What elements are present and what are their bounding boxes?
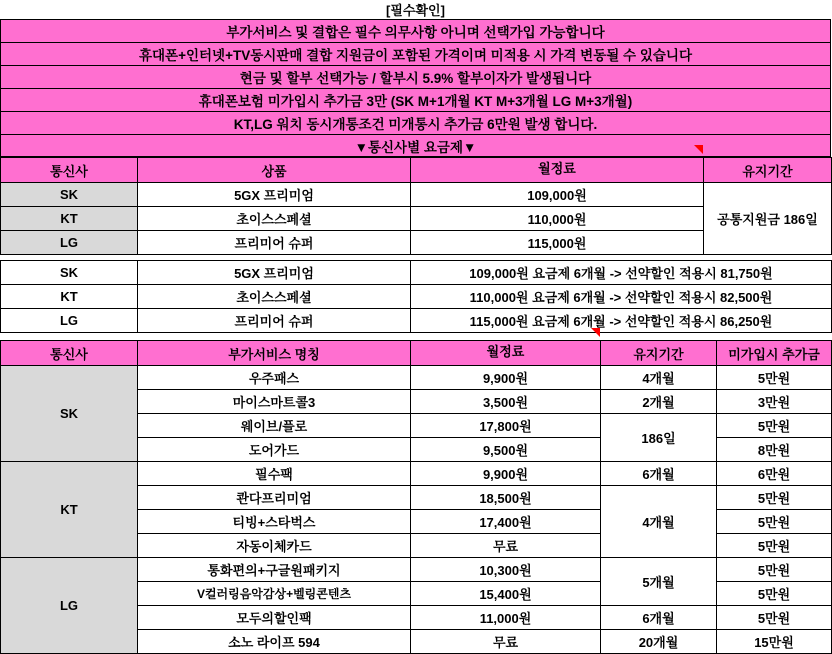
- notice-row: [1, 66, 831, 89]
- addon-fee: 무료: [411, 534, 601, 558]
- plan-fee-sk: 109,000원: [411, 183, 704, 207]
- discount-product-sk: 5GX 프리미엄: [138, 261, 411, 285]
- discount-detail-sk: 109,000원 요금제 6개월 -> 선약할인 적용시 81,750원: [411, 261, 832, 285]
- notice-title: [필수확인]: [1, 0, 831, 20]
- addon-header-name: 부가서비스 명칭: [138, 341, 411, 366]
- addon-fee: 9,500원: [411, 438, 601, 462]
- discount-product-lg: 프리미어 슈퍼: [138, 309, 411, 333]
- addon-name: 자동이체카드: [138, 534, 411, 558]
- plan-table: [0, 157, 832, 255]
- plan-section-heading-row: [1, 135, 831, 157]
- addon-carrier-kt: KT: [1, 462, 138, 558]
- addon-header-carrier: 통신사: [1, 341, 138, 366]
- notice-row: [1, 112, 831, 135]
- addon-extra: 5만원: [717, 366, 832, 390]
- discount-detail-kt: 110,000원 요금제 6개월 -> 선약할인 적용시 82,500원: [411, 285, 832, 309]
- addon-name: 우주패스: [138, 366, 411, 390]
- addon-extra: 5만원: [717, 606, 832, 630]
- plan-fee-kt: 110,000원: [411, 207, 704, 231]
- plan-carrier-sk: SK: [1, 183, 138, 207]
- plan-header-product: 상품: [138, 158, 411, 183]
- addon-carrier-lg: LG: [1, 558, 138, 654]
- plan-product-lg: 프리미어 슈퍼: [138, 231, 411, 255]
- table-row: [1, 309, 832, 333]
- notice-row: [1, 89, 831, 112]
- plan-carrier-lg: LG: [1, 231, 138, 255]
- addon-extra: 3만원: [717, 390, 832, 414]
- notice-line-1: 부가서비스 및 결합은 필수 의무사항 아니며 선택가입 가능합니다: [1, 20, 831, 43]
- plan-header-carrier: 통신사: [1, 158, 138, 183]
- notice-line-5: KT,LG 워치 동시개통조건 미개통시 추가금 6만원 발생 합니다.: [1, 112, 831, 135]
- plan-carrier-kt: KT: [1, 207, 138, 231]
- addon-fee: 9,900원: [411, 462, 601, 486]
- addon-fee: 10,300원: [411, 558, 601, 582]
- notice-table: [0, 0, 831, 157]
- addon-extra: 5만원: [717, 414, 832, 438]
- notice-row: [1, 43, 831, 66]
- addon-table: [0, 340, 832, 654]
- addon-name: V컬러링음악감상+벨링콘텐츠: [138, 582, 411, 606]
- notice-line-3: 현금 및 할부 선택가능 / 할부시 5.9% 할부이자가 발생됩니다: [1, 66, 831, 89]
- addon-name: 통화편의+구글원패키지: [138, 558, 411, 582]
- plan-product-kt: 초이스스페셜: [138, 207, 411, 231]
- addon-period: 5개월: [601, 558, 717, 606]
- addon-extra: 5만원: [717, 558, 832, 582]
- plan-support-period: 공통지원금 186일: [704, 183, 832, 255]
- addon-fee: 15,400원: [411, 582, 601, 606]
- addon-period: 6개월: [601, 606, 717, 630]
- addon-header-period: 유지기간: [601, 341, 717, 366]
- table-row: [1, 285, 832, 309]
- addon-fee: 17,400원: [411, 510, 601, 534]
- addon-period: 4개월: [601, 366, 717, 390]
- addon-name: 소노 라이프 594: [138, 630, 411, 654]
- addon-name: 마이스마트콜3: [138, 390, 411, 414]
- notice-line-2: 휴대폰+인터넷+TV동시판매 결합 지원금이 포함된 가격이며 미적용 시 가격 변동될 수 있습니다: [1, 43, 831, 66]
- addon-fee: 무료: [411, 630, 601, 654]
- discount-carrier-sk: SK: [1, 261, 138, 285]
- addon-period: 6개월: [601, 462, 717, 486]
- addon-extra: 5만원: [717, 534, 832, 558]
- plan-header-fee: [411, 158, 704, 183]
- notice-line-4: 휴대폰보험 미가입시 추가금 3만 (SK M+1개월 KT M+3개월 LG M+3개월): [1, 89, 831, 112]
- discount-carrier-kt: KT: [1, 285, 138, 309]
- addon-period: 4개월: [601, 486, 717, 558]
- section-divider: [0, 333, 831, 340]
- addon-name: 도어가드: [138, 438, 411, 462]
- plan-header-period: 유지기간: [704, 158, 832, 183]
- plan-product-sk: 5GX 프리미엄: [138, 183, 411, 207]
- addon-extra: 8만원: [717, 438, 832, 462]
- addon-carrier-sk: SK: [1, 366, 138, 462]
- addon-header-fee: [411, 341, 601, 366]
- addon-period: 20개월: [601, 630, 717, 654]
- addon-fee: 3,500원: [411, 390, 601, 414]
- table-row: [1, 261, 832, 285]
- addon-extra: 5만원: [717, 582, 832, 606]
- table-row: [1, 366, 832, 390]
- addon-header-extra: 미가입시 추가금: [717, 341, 832, 366]
- addon-fee: 18,500원: [411, 486, 601, 510]
- addon-period: 2개월: [601, 390, 717, 414]
- plan-header-fee-label: 월정료: [538, 161, 576, 176]
- addon-extra: 5만원: [717, 510, 832, 534]
- table-row: [1, 558, 832, 582]
- addon-header-fee-label: 월정료: [486, 344, 525, 359]
- addon-extra: 15만원: [717, 630, 832, 654]
- addon-extra: 5만원: [717, 486, 832, 510]
- addon-name: 콴다프리미엄: [138, 486, 411, 510]
- addon-name: 티빙+스타벅스: [138, 510, 411, 534]
- notice-title-row: [1, 0, 831, 20]
- addon-fee: 17,800원: [411, 414, 601, 438]
- addon-period: 186일: [601, 414, 717, 462]
- table-row: [1, 462, 832, 486]
- addon-extra: 6만원: [717, 462, 832, 486]
- plan-fee-lg: 115,000원: [411, 231, 704, 255]
- addon-header-row: [1, 341, 832, 366]
- table-row: [1, 183, 832, 207]
- discount-detail-lg: 115,000원 요금제 6개월 -> 선약할인 적용시 86,250원: [411, 309, 832, 333]
- addon-fee: 9,900원: [411, 366, 601, 390]
- addon-name: 필수팩: [138, 462, 411, 486]
- plan-section-heading: ▼통신사별 요금제▼: [1, 135, 831, 157]
- discount-product-kt: 초이스스페셜: [138, 285, 411, 309]
- plan-header-row: [1, 158, 832, 183]
- addon-fee: 11,000원: [411, 606, 601, 630]
- addon-name: 웨이브/플로: [138, 414, 411, 438]
- discount-carrier-lg: LG: [1, 309, 138, 333]
- red-comment-marker-icon: [591, 328, 600, 337]
- addon-name: 모두의할인팩: [138, 606, 411, 630]
- notice-row: [1, 20, 831, 43]
- discount-table: [0, 260, 832, 333]
- red-comment-marker-icon: [694, 145, 703, 154]
